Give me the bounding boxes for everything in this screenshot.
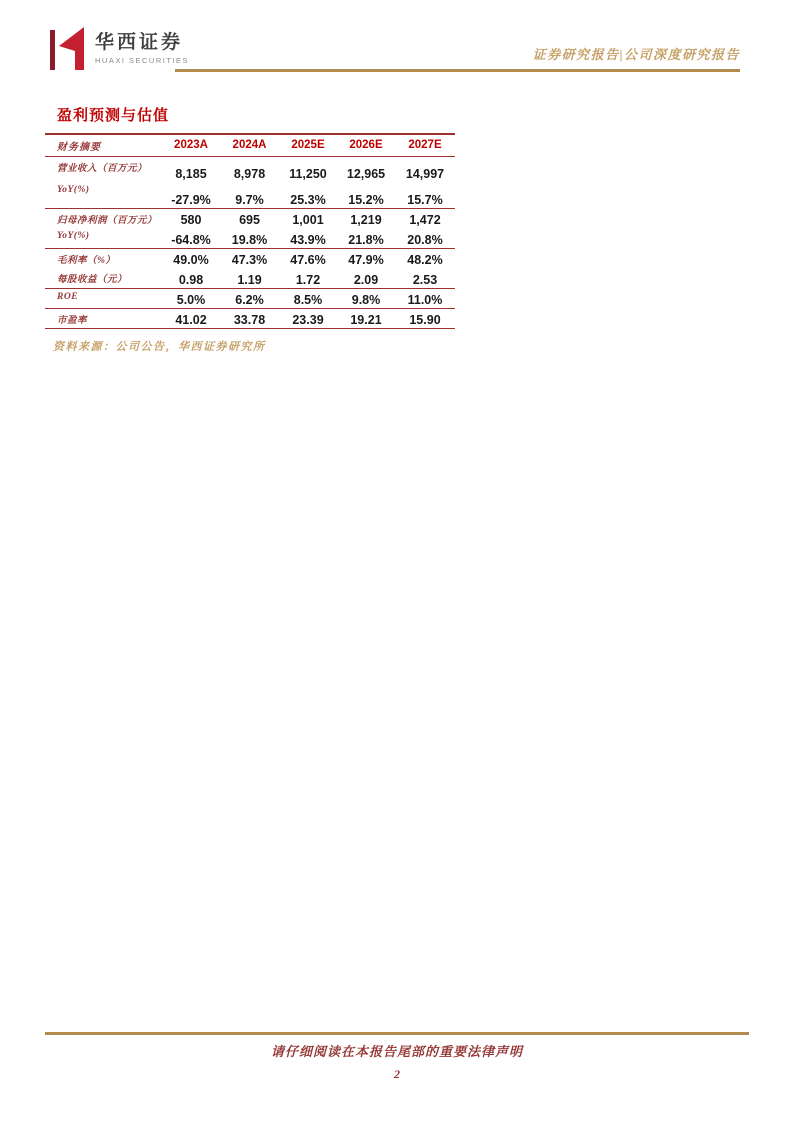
table-row-pe-ratio — [45, 308, 455, 328]
section-title: 盈利预测与估值 — [57, 107, 170, 124]
row-label: ROE — [45, 288, 162, 308]
column-header-summary: 财务摘要 — [45, 134, 162, 156]
cell-value: 2.53 — [395, 268, 455, 288]
cell-value: 15.7% — [395, 182, 455, 208]
report-content — [45, 106, 455, 354]
cell-value: 8,978 — [233, 167, 266, 181]
huaxi-logo-icon — [50, 27, 86, 71]
cell-value: 48.2% — [407, 253, 443, 267]
cell-value: 14,997 — [405, 167, 445, 181]
cell-value: 15.90 — [395, 308, 455, 328]
cell-value: 2.09 — [337, 268, 395, 288]
table-row-roe — [45, 288, 455, 308]
cell-value: 9.7% — [220, 182, 279, 208]
cell-value: 6.2% — [220, 288, 279, 308]
cell-value: 12,965 — [346, 167, 386, 181]
logo-text — [95, 33, 189, 65]
cell-value: -64.8% — [162, 228, 220, 248]
cell-value: 1,472 — [409, 213, 441, 227]
cell-value: 20.8% — [395, 228, 455, 248]
row-label: YoY(%) — [45, 182, 162, 208]
column-header-2027e: 2027E — [395, 134, 455, 156]
table-row-revenue — [45, 156, 455, 182]
financial-forecast-table — [45, 133, 455, 329]
data-source-note: 资料来源：公司公告，华西证券研究所 — [53, 340, 266, 353]
header-divider — [175, 69, 740, 72]
column-header-2025e: 2025E — [279, 134, 337, 156]
column-header-2024a: 2024A — [220, 134, 279, 156]
table-header-row — [45, 134, 455, 156]
row-label: 每股收益（元） — [45, 268, 162, 288]
cell-value: 47.3% — [231, 253, 268, 267]
cell-value: 49.0% — [173, 253, 209, 267]
cell-value: 8.5% — [279, 288, 337, 308]
column-header-2023a: 2023A — [162, 134, 220, 156]
legal-disclaimer: 请仔细阅读在本报告尾部的重要法律声明 — [270, 1044, 523, 1059]
cell-value: 695 — [239, 213, 260, 227]
cell-value: 580 — [180, 213, 202, 227]
cell-value: 23.39 — [279, 308, 337, 328]
table-row-revenue-yoy — [45, 182, 455, 208]
column-header-2026e: 2026E — [337, 134, 395, 156]
row-label: 市盈率 — [45, 308, 162, 328]
table-row-eps — [45, 268, 455, 288]
table-row-net-profit — [45, 208, 455, 228]
cell-value: 47.6% — [290, 253, 326, 267]
cell-value: 11,250 — [289, 167, 327, 181]
cell-value: 15.2% — [337, 182, 395, 208]
row-label: 归母净利润（百万元） — [57, 215, 158, 226]
footer-divider — [45, 1032, 749, 1035]
row-label: 营业收入（百万元） — [57, 163, 148, 174]
cell-value: -27.9% — [162, 182, 220, 208]
cell-value: 19.8% — [220, 228, 279, 248]
cell-value: 1.72 — [279, 268, 337, 288]
cell-value: 25.3% — [279, 182, 337, 208]
report-type-label: 证券研究报告|公司深度研究报告 — [532, 47, 740, 62]
table-row-net-profit-yoy — [45, 228, 455, 248]
cell-value: 43.9% — [279, 228, 337, 248]
table-row-gross-margin — [45, 248, 455, 268]
cell-value: 5.0% — [162, 288, 220, 308]
cell-value: 1,001 — [292, 213, 324, 227]
row-label: 毛利率（%） — [57, 255, 116, 266]
logo-company-name-en: HUAXI SECURITIES — [95, 55, 190, 65]
row-label: YoY(%) — [45, 228, 162, 248]
logo-company-name-cn: 华西证券 — [95, 32, 184, 54]
cell-value: 1.19 — [220, 268, 279, 288]
cell-value: 11.0% — [395, 288, 455, 308]
cell-value: 33.78 — [220, 308, 279, 328]
page-number: 2 — [394, 1067, 400, 1081]
cell-value: 41.02 — [162, 308, 220, 328]
cell-value: 19.21 — [337, 308, 395, 328]
cell-value: 0.98 — [162, 268, 220, 288]
cell-value: 9.8% — [337, 288, 395, 308]
cell-value: 1,219 — [350, 213, 382, 227]
cell-value: 21.8% — [337, 228, 395, 248]
huaxi-logo — [50, 27, 189, 71]
cell-value: 47.9% — [348, 253, 384, 267]
cell-value: 8,185 — [175, 167, 207, 181]
